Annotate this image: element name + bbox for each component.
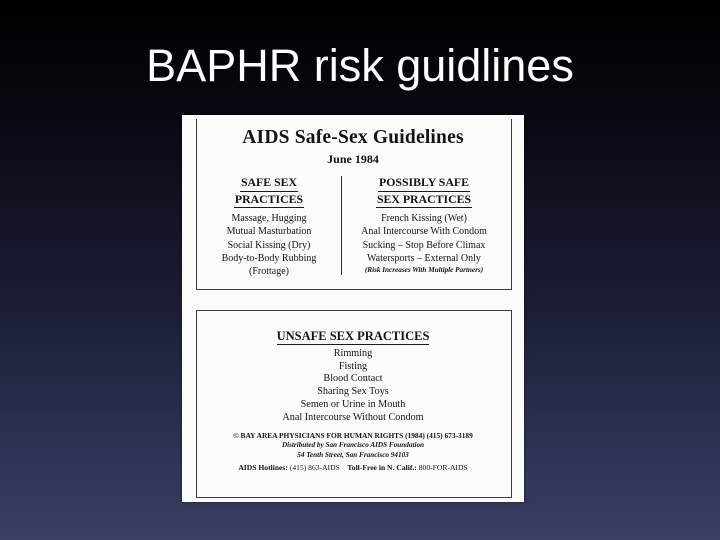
safe-practices-list <box>204 212 334 278</box>
list-item: (Frottage) <box>249 266 289 278</box>
document-heading: AIDS Safe-Sex Guidelines <box>242 127 464 148</box>
list-item: Mutual Masturbation <box>226 226 312 238</box>
hotlines-line <box>182 463 524 473</box>
address-line: 54 Tenth Street, San Francisco 94103 <box>297 450 409 459</box>
list-item: Semen or Urine in Mouth <box>300 398 406 410</box>
safe-practices-column <box>204 175 334 278</box>
list-item: Anal Intercourse With Condom <box>361 226 487 238</box>
list-item: French Kissing (Wet) <box>381 213 467 224</box>
hotlines-label: AIDS Hotlines: <box>238 463 288 472</box>
safe-practices-heading: SAFE SEX PRACTICES <box>204 175 334 208</box>
tollfree-label: Toll-Free in N. Calif.: <box>347 463 417 472</box>
risk-note: (Risk Increases With Multiple Partners) <box>364 266 484 275</box>
hotline-number: (415) 863-AIDS <box>289 463 340 472</box>
list-item: Anal Intercourse Without Condom <box>282 411 424 423</box>
possibly-safe-column <box>344 175 504 276</box>
credits-block <box>182 430 524 460</box>
copyright-line: © BAY AREA PHYSICIANS FOR HUMAN RIGHTS (1984) (415) 673-3189 <box>233 431 473 440</box>
list-item: Rimming <box>333 348 373 359</box>
slide-title: BAPHR risk guidlines <box>146 40 574 91</box>
list-item: Blood Contact <box>323 373 383 385</box>
list-item: Sucking – Stop Before Climax <box>362 239 486 251</box>
unsafe-practices-list <box>182 348 524 424</box>
list-item: Sharing Sex Toys <box>317 386 389 398</box>
distributor-line: Distributed by San Francisco AIDS Foundation <box>281 441 425 449</box>
list-item: Watersports – External Only <box>367 252 481 264</box>
list-item: Fisting <box>338 360 368 372</box>
list-item: Massage, Hugging <box>231 213 307 224</box>
possibly-safe-list <box>344 212 504 276</box>
list-item: Body-to-Body Rubbing <box>221 252 317 264</box>
unsafe-practices-heading: UNSAFE SEX PRACTICES <box>276 329 430 343</box>
tollfree-number: 800-FOR-AIDS <box>418 463 468 472</box>
column-divider <box>341 176 342 275</box>
guidelines-document-image <box>182 115 524 502</box>
possibly-safe-heading: POSSIBLY SAFE SEX PRACTICES <box>344 175 504 208</box>
document-date: June 1984 <box>327 152 379 166</box>
list-item: Social Kissing (Dry) <box>227 239 311 251</box>
